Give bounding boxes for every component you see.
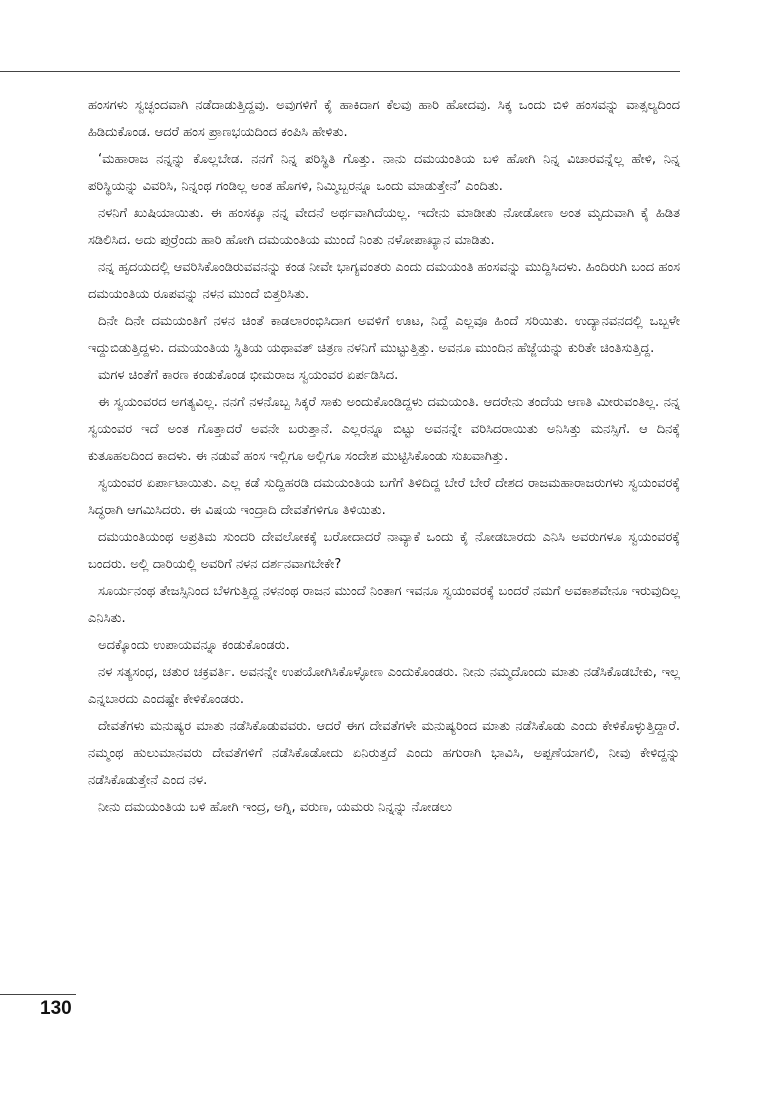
- paragraph: ಹಂಸಗಳು ಸ್ವಚ್ಛಂದವಾಗಿ ನಡೆದಾಡುತ್ತಿದ್ದವು. ಅವುಗಳಿಗೆ ಕೈ ಹಾಕಿದಾಗ ಕೆಲವು ಹಾರಿ ಹೋದವು. ಸಿಕ್ಕ ಒಂದು ಬಿಳಿ ಹಂಸವನ್ನು ವಾತ್ಸಲ್ಯದಿಂದ ಹಿಡಿದುಕೊಂಡ. ಆದರೆ ಹಂಸ ಪ್ರಾಣಭಯದಿಂದ ಕಂಪಿಸಿ ಹೇಳಿತು.: [88, 98, 680, 140]
- paragraph: ಸೂರ್ಯನಂಥ ತೇಜಸ್ಸಿನಿಂದ ಬೆಳಗುತ್ತಿದ್ದ ನಳನಂಥ ರಾಜನ ಮುಂದೆ ನಿಂತಾಗ ಇವನೂ ಸ್ವಯಂವರಕ್ಕೆ ಬಂದರೆ ನಮಗೆ ಅವಕಾಶವೇನೂ ಇರುವುದಿಲ್ಲ ಎನಿಸಿತು.: [88, 584, 680, 626]
- paragraph: ‘ಮಹಾರಾಜ ನನ್ನನ್ನು ಕೊಲ್ಲಬೇಡ. ನನಗೆ ನಿನ್ನ ಪರಿಸ್ಥಿತಿ ಗೊತ್ತು. ನಾನು ದಮಯಂತಿಯ ಬಳಿ ಹೋಗಿ ನಿನ್ನ ವಿಚಾರವನ್ನೆಲ್ಲ ಹೇಳಿ, ನಿನ್ನ ಪರಿಸ್ಥಿಯನ್ನು ವಿವರಿಸಿ, ನಿನ್ನಂಥ ಗಂಡಿಲ್ಲ ಅಂತ ಹೊಗಳಿ, ನಿಮ್ಮಿಬ್ಬರನ್ನೂ ಒಂದು ಮಾಡುತ್ತೇನೆ’ ಎಂದಿತು.: [88, 152, 680, 194]
- paragraph: ಈ ಸ್ವಯಂವರದ ಅಗತ್ಯವಿಲ್ಲ. ನನಗೆ ನಳನೊಬ್ಬ ಸಿಕ್ಕರೆ ಸಾಕು ಅಂದುಕೊಂಡಿದ್ದಳು ದಮಯಂತಿ. ಆದರೇನು ತಂದೆಯ ಆಣತಿ ಮೀರುವಂತಿಲ್ಲ. ನನ್ನ ಸ್ವಯಂವರ ಇದೆ ಅಂತ ಗೊತ್ತಾದರೆ ಅವನೇ ಬರುತ್ತಾನೆ. ಎಲ್ಲರನ್ನೂ ಬಿಟ್ಟು ಅವನನ್ನೇ ವರಿಸಿದರಾಯಿತು ಅನಿಸಿತ್ತು ಮನಸ್ಸಿಗೆ. ಆ ದಿನಕ್ಕೆ ಕುತೂಹಲದಿಂದ ಕಾದಳು. ಈ ನಡುವೆ ಹಂಸ ಇಲ್ಲಿಗೂ ಅಲ್ಲಿಗೂ ಸಂದೇಶ ಮುಟ್ಟಿಸಿಕೊಂಡು ಸುಖವಾಗಿತ್ತು.: [88, 395, 680, 464]
- paragraph: ನಳ ಸತ್ಯಸಂಧ, ಚತುರ ಚಕ್ರವರ್ತಿ. ಅವನನ್ನೇ ಉಪಯೋಗಿಸಿಕೊಳ್ಳೋಣ ಎಂದುಕೊಂಡರು. ನೀನು ನಮ್ಮದೊಂದು ಮಾತು ನಡೆಸಿಕೊಡಬೇಕು, ಇಲ್ಲ ಎನ್ನಬಾರದು ಎಂದಷ್ಟೇ ಕೇಳಿಕೊಂಡರು.: [88, 665, 680, 707]
- paragraph: ನೀನು ದಮಯಂತಿಯ ಬಳಿ ಹೋಗಿ ಇಂದ್ರ, ಅಗ್ನಿ, ವರುಣ, ಯಮರು ನಿನ್ನನ್ನು ನೋಡಲು: [98, 800, 453, 815]
- page-number: 130: [40, 998, 72, 1019]
- body-text: [88, 92, 680, 821]
- paragraph: ಅದಕ್ಕೊಂದು ಉಪಾಯವನ್ನೂ ಕಂಡುಕೊಂಡರು.: [98, 638, 290, 653]
- paragraph: ಸ್ವಯಂವರ ಏರ್ಪಾಟಾಯಿತು. ಎಲ್ಲ ಕಡೆ ಸುದ್ದಿಹರಡಿ ದಮಯಂತಿಯ ಬಗೆಗೆ ತಿಳಿದಿದ್ದ ಬೇರೆ ಬೇರೆ ದೇಶದ ರಾಜಮಹಾರಾಜರುಗಳು ಸ್ವಯಂವರಕ್ಕೆ ಸಿದ್ಧರಾಗಿ ಆಗಮಿಸಿದರು. ಈ ವಿಷಯ ಇಂದ್ರಾದಿ ದೇವತೆಗಳಿಗೂ ತಿಳಿಯಿತು.: [88, 476, 680, 518]
- paragraph: ದೇವತೆಗಳು ಮನುಷ್ಯರ ಮಾತು ನಡೆಸಿಕೊಡುವವರು. ಆದರೆ ಈಗ ದೇವತೆಗಳೇ ಮನುಷ್ಯರಿಂದ ಮಾತು ನಡೆಸಿಕೊಡು ಎಂದು ಕೇಳಿಕೊಳ್ಳುತ್ತಿದ್ದಾರೆ. ನಮ್ಮಂಥ ಹುಲುಮಾನವರು ದೇವತೆಗಳಿಗೆ ನಡೆಸಿಕೊಡೋದು ಏನಿರುತ್ತದೆ ಎಂದು ಹಗುರಾಗಿ ಭಾವಿಸಿ, ಅಪ್ಪಣೆಯಾಗಲಿ, ನೀವು ಕೇಳಿದ್ದನ್ನು ನಡೆಸಿಕೊಡುತ್ತೇನೆ ಎಂದ ನಳ.: [88, 719, 680, 788]
- footer-rule: [0, 994, 76, 995]
- paragraph: ದಿನೇ ದಿನೇ ದಮಯಂತಿಗೆ ನಳನ ಚಿಂತೆ ಕಾಡಲಾರಂಭಿಸಿದಾಗ ಅವಳಿಗೆ ಊಟ, ನಿದ್ದೆ ಎಲ್ಲವೂ ಹಿಂದೆ ಸರಿಯಿತು. ಉದ್ಯಾನವನದಲ್ಲಿ ಒಬ್ಬಳೇ ಇದ್ದುಬಿಡುತ್ತಿದ್ದಳು. ದಮಯಂತಿಯ ಸ್ಥಿತಿಯ ಯಥಾವತ್ ಚಿತ್ರಣ ನಳನಿಗೆ ಮುಟ್ಟುತ್ತಿತ್ತು. ಅವನೂ ಮುಂದಿನ ಹೆಜ್ಜೆಯನ್ನು ಕುರಿತೇ ಚಿಂತಿಸುತ್ತಿದ್ದ.: [88, 314, 680, 356]
- paragraph: ದಮಯಂತಿಯಂಥ ಅಪ್ರತಿಮ ಸುಂದರಿ ದೇವಲೋಕಕ್ಕೆ ಬರೋದಾದರೆ ನಾವ್ಯಾಕೆ ಒಂದು ಕೈ ನೋಡಬಾರದು ಎನಿಸಿ ಅವರುಗಳೂ ಸ್ವಯಂವರಕ್ಕೆ ಬಂದರು. ಅಲ್ಲಿ ದಾರಿಯಲ್ಲಿ ಅವರಿಗೆ ನಳನ ದರ್ಶನವಾಗಬೇಕೇ?: [88, 530, 680, 572]
- paragraph: ಮಗಳ ಚಿಂತೆಗೆ ಕಾರಣ ಕಂಡುಕೊಂಡ ಭೀಮರಾಜ ಸ್ವಯಂವರ ಏರ್ಪಡಿಸಿದ.: [98, 368, 399, 383]
- header-rule: [0, 71, 680, 72]
- paragraph: ನಳನಿಗೆ ಖುಷಿಯಾಯಿತು. ಈ ಹಂಸಕ್ಕೂ ನನ್ನ ವೇದನೆ ಅರ್ಥವಾಗಿದೆಯಲ್ಲ. ಇದೇನು ಮಾಡೀತು ನೋಡೋಣ ಅಂತ ಮೃದುವಾಗಿ ಕೈ ಹಿಡಿತ ಸಡಿಲಿಸಿದ. ಅದು ಪುರ್‍ರೆಂದು ಹಾರಿ ಹೋಗಿ ದಮಯಂತಿಯ ಮುಂದೆ ನಿಂತು ನಳೋಪಾಖ್ಯಾನ ಮಾಡಿತು.: [88, 206, 680, 248]
- paragraph: ನನ್ನ ಹೃದಯದಲ್ಲಿ ಆವರಿಸಿಕೊಂಡಿರುವವನನ್ನು ಕಂಡ ನೀವೇ ಭಾಗ್ಯವಂತರು ಎಂದು ದಮಯಂತಿ ಹಂಸವನ್ನು ಮುದ್ದಿಸಿದಳು. ಹಿಂದಿರುಗಿ ಬಂದ ಹಂಸ ದಮಯಂತಿಯ ರೂಪವನ್ನು ನಳನ ಮುಂದೆ ಬಿತ್ತರಿಸಿತು.: [88, 260, 680, 302]
